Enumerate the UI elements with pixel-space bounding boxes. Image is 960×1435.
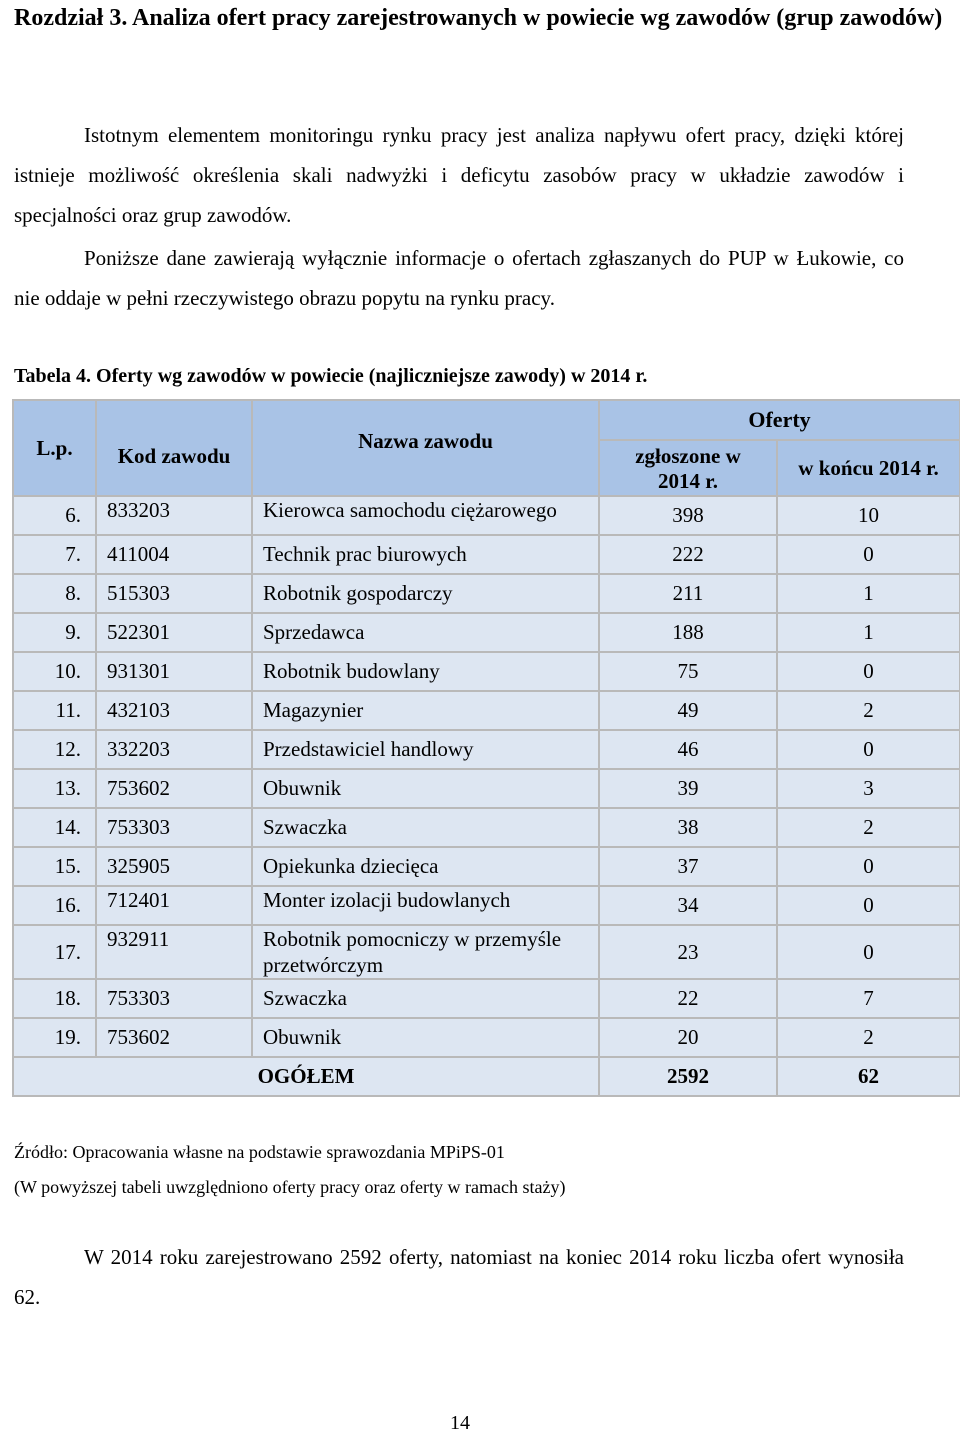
table-row [13, 652, 960, 691]
row-code: 753602 [96, 1018, 252, 1057]
row-registered: 39 [599, 769, 777, 808]
row-registered: 37 [599, 847, 777, 886]
header-code: Kod zawodu [96, 400, 252, 496]
table-row [13, 691, 960, 730]
table-row [13, 613, 960, 652]
header-end-of-year: w końcu 2014 r. [777, 440, 960, 496]
row-name: Opiekunka dziecięca [252, 847, 599, 886]
row-registered: 46 [599, 730, 777, 769]
row-name: Obuwnik [252, 769, 599, 808]
row-end: 3 [777, 769, 960, 808]
row-code: 432103 [96, 691, 252, 730]
row-end: 7 [777, 979, 960, 1018]
row-registered: 23 [599, 925, 777, 979]
row-name: Robotnik budowlany [252, 652, 599, 691]
row-registered: 22 [599, 979, 777, 1018]
row-name: Przedstawiciel handlowy [252, 730, 599, 769]
row-lp: 12. [13, 730, 96, 769]
row-lp: 16. [13, 886, 96, 925]
table-row [13, 574, 960, 613]
row-name: Robotnik gospodarczy [252, 574, 599, 613]
row-lp: 11. [13, 691, 96, 730]
table-row [13, 1018, 960, 1057]
row-end: 0 [777, 925, 960, 979]
table-row [13, 979, 960, 1018]
row-name: Szwaczka [252, 808, 599, 847]
row-end: 1 [777, 574, 960, 613]
row-end: 2 [777, 1018, 960, 1057]
row-code: 833203 [96, 496, 252, 535]
row-lp: 18. [13, 979, 96, 1018]
row-end: 0 [777, 535, 960, 574]
row-name: Robotnik pomocniczy w przemyśle przetwórczym [252, 925, 599, 979]
row-lp: 13. [13, 769, 96, 808]
row-end: 0 [777, 886, 960, 925]
row-end: 0 [777, 652, 960, 691]
row-code: 753303 [96, 979, 252, 1018]
table-row [13, 496, 960, 535]
chapter-title: Rozdział 3. Analiza ofert pracy zarejestrowanych w powiecie wg zawodów (grup zawodów) [14, 5, 943, 31]
row-code: 411004 [96, 535, 252, 574]
row-lp: 10. [13, 652, 96, 691]
row-registered: 398 [599, 496, 777, 535]
row-name: Obuwnik [252, 1018, 599, 1057]
total-row [13, 1057, 960, 1096]
table-row [13, 730, 960, 769]
row-code: 522301 [96, 613, 252, 652]
row-name: Sprzedawca [252, 613, 599, 652]
source-note: Źródło: Opracowania własne na podstawie sprawozdania MPiPS-01 [14, 1142, 505, 1162]
row-registered: 34 [599, 886, 777, 925]
row-lp: 14. [13, 808, 96, 847]
row-code: 753303 [96, 808, 252, 847]
row-lp: 19. [13, 1018, 96, 1057]
table-row [13, 886, 960, 925]
row-code: 931301 [96, 652, 252, 691]
row-registered: 188 [599, 613, 777, 652]
table-caption: Tabela 4. Oferty wg zawodów w powiecie (najliczniejsze zawody) w 2014 r. [14, 365, 648, 387]
table-row [13, 925, 960, 979]
row-lp: 6. [13, 496, 96, 535]
row-registered: 49 [599, 691, 777, 730]
table-row [13, 769, 960, 808]
row-registered: 20 [599, 1018, 777, 1057]
summary-paragraph: W 2014 roku zarejestrowano 2592 oferty, natomiast na koniec 2014 roku liczba ofert wynosiła 62. [14, 1245, 904, 1309]
total-end: 62 [777, 1057, 960, 1096]
row-lp: 15. [13, 847, 96, 886]
row-code: 753602 [96, 769, 252, 808]
row-registered: 38 [599, 808, 777, 847]
row-end: 0 [777, 847, 960, 886]
table-row [13, 808, 960, 847]
row-end: 0 [777, 730, 960, 769]
row-end: 10 [777, 496, 960, 535]
row-end: 2 [777, 691, 960, 730]
header-registered: zgłoszone w 2014 r. [599, 440, 777, 496]
row-end: 2 [777, 808, 960, 847]
row-lp: 9. [13, 613, 96, 652]
row-code: 932911 [96, 925, 252, 979]
table-row [13, 535, 960, 574]
page-number: 14 [450, 1412, 470, 1434]
table-note: (W powyższej tabeli uwzględniono oferty pracy oraz oferty w ramach staży) [14, 1177, 566, 1197]
data-scope-paragraph: Poniższe dane zawierają wyłącznie informacje o ofertach zgłaszanych do PUP w Łukowie, co nie oddaje w pełni rzeczywistego obrazu popytu na rynku pracy. [14, 246, 904, 310]
table-body [13, 496, 960, 1057]
total-registered: 2592 [599, 1057, 777, 1096]
header-offers: Oferty [599, 400, 960, 440]
header-name: Nazwa zawodu [252, 400, 599, 496]
row-code: 515303 [96, 574, 252, 613]
header-lp: L.p. [13, 400, 96, 496]
row-end: 1 [777, 613, 960, 652]
row-lp: 8. [13, 574, 96, 613]
row-code: 332203 [96, 730, 252, 769]
row-name: Magazynier [252, 691, 599, 730]
row-registered: 75 [599, 652, 777, 691]
intro-paragraph: Istotnym elementem monitoringu rynku pracy jest analiza napływu ofert pracy, dzięki której istnieje możliwość określenia skali nadwyżki i deficytu zasobów pracy w układzie zawodów i specjalności oraz grup zawodów. [14, 123, 904, 227]
row-code: 325905 [96, 847, 252, 886]
row-name: Szwaczka [252, 979, 599, 1018]
row-name: Monter izolacji budowlanych [252, 886, 599, 925]
row-registered: 222 [599, 535, 777, 574]
row-lp: 17. [13, 925, 96, 979]
offers-table [12, 399, 960, 1097]
row-registered: 211 [599, 574, 777, 613]
table-row [13, 847, 960, 886]
row-name: Technik prac biurowych [252, 535, 599, 574]
row-name: Kierowca samochodu ciężarowego [252, 496, 599, 535]
total-label: OGÓŁEM [13, 1057, 599, 1096]
row-lp: 7. [13, 535, 96, 574]
row-code: 712401 [96, 886, 252, 925]
